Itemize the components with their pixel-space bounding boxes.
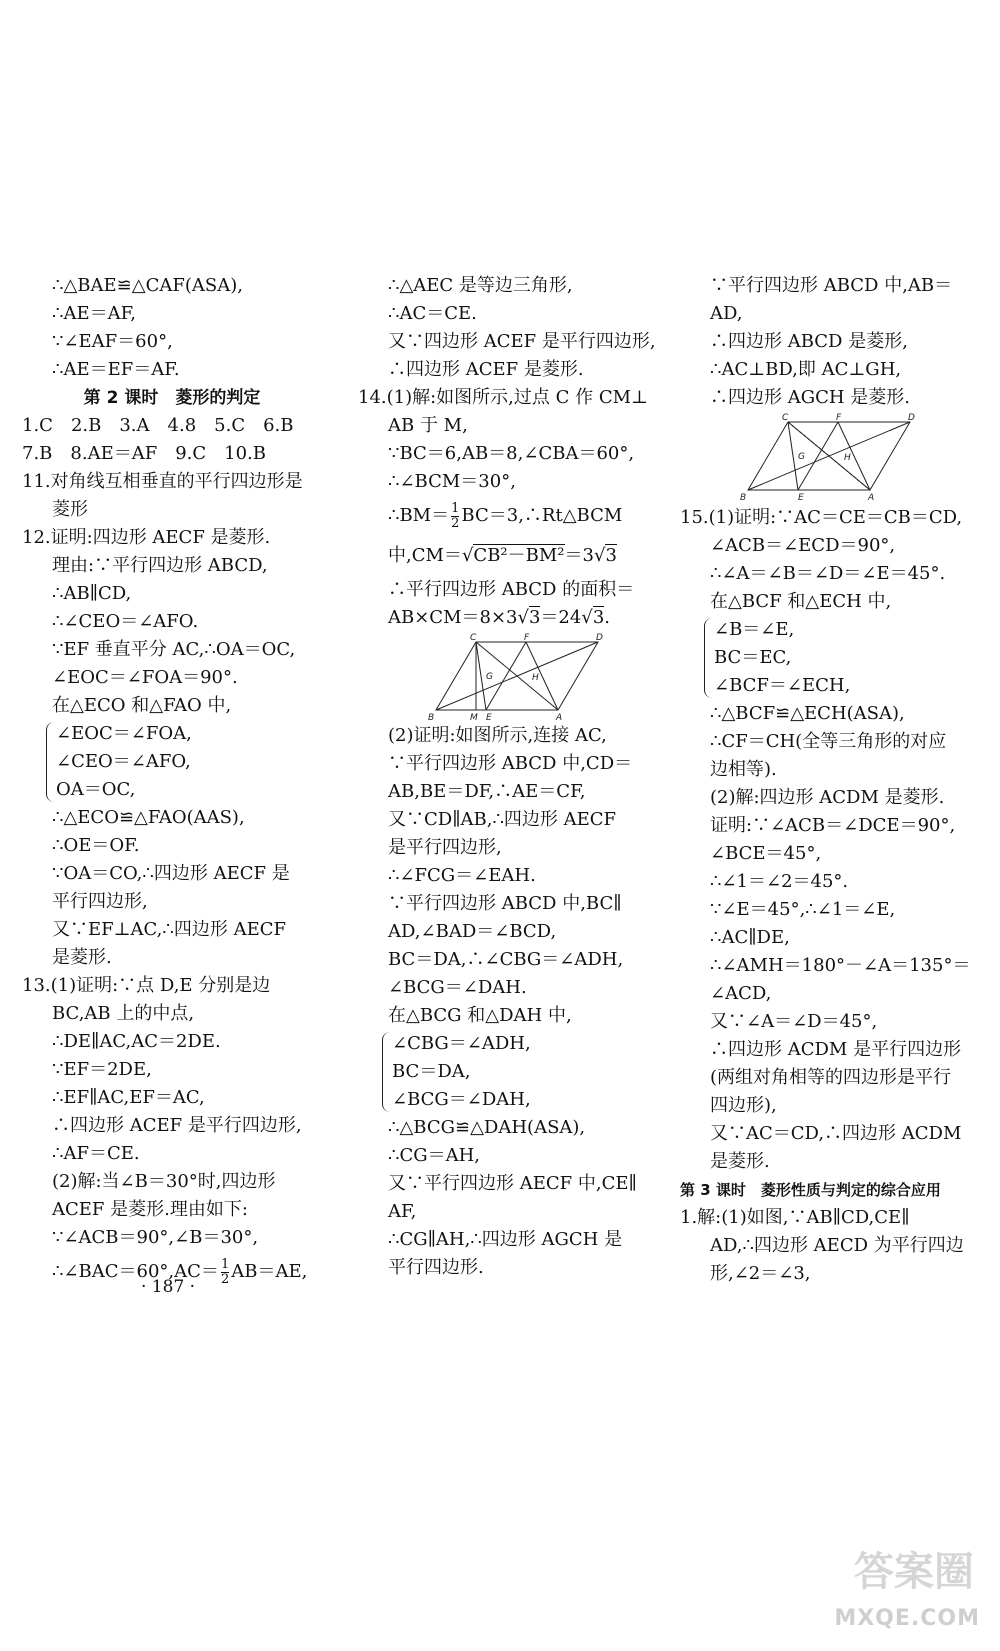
text-line: (2)解:四边形 ACDM 是菱形.	[710, 787, 945, 808]
text-line-sqrt: AB×CM＝8×3√3＝24√3.	[388, 607, 611, 628]
text-line: 理由:∵平行四边形 ABCD,	[52, 555, 268, 576]
text-line: ∴四边形 ABCD 是菱形,	[710, 331, 908, 352]
text-line: ∴∠CEO＝∠AFO.	[52, 611, 199, 632]
label-E: E	[798, 493, 804, 502]
label-C: C	[782, 413, 789, 423]
text-line: ∵∠EAF＝60°,	[52, 331, 173, 352]
sqrt-sign: √	[517, 607, 529, 628]
text-line: ∠EOC＝∠FOA＝90°.	[52, 667, 238, 688]
text-line: BC＝DA,∴∠CBG＝∠ADH,	[388, 949, 624, 970]
text-line: 在△BCG 和△DAH 中,	[388, 1005, 572, 1026]
text-line: ∴四边形 ACEF 是菱形.	[388, 359, 584, 380]
text-line: ∴∠AMH＝180°－∠A＝135°＝	[710, 955, 971, 976]
text-line: 平行四边形.	[388, 1257, 484, 1278]
text-line: ∵EF＝2DE,	[52, 1059, 152, 1080]
sqrt-sign: √	[461, 545, 474, 566]
text-line: ∴CG∥AH,∴四边形 AGCH 是	[388, 1229, 623, 1250]
text-line: ∠BCE＝45°,	[710, 843, 822, 864]
text-line: ∵OA＝CO,∴四边形 AECF 是	[52, 863, 290, 884]
label-A: A	[556, 713, 563, 722]
text-line: 形,∠2＝∠3,	[710, 1263, 811, 1284]
text-line: ∴∠A＝∠B＝∠D＝∠E＝45°.	[710, 563, 946, 584]
sqrt-radicand: 3	[605, 545, 617, 566]
text-segment: BC＝3,∴Rt△BCM	[461, 505, 623, 526]
text-line: ∴△BCF≌△ECH(ASA),	[710, 703, 905, 724]
label-A: A	[868, 493, 875, 502]
label-B: B	[428, 713, 435, 722]
text-line-fraction	[358, 496, 653, 536]
text-line: ∴EF∥AC,EF＝AC,	[52, 1087, 205, 1108]
text-line: 13.(1)证明:∵点 D,E 分别是边	[22, 975, 271, 996]
text-line: ∴∠BCM＝30°,	[388, 471, 516, 492]
text-line: 1.解:(1)如图,∵AB∥CD,CE∥	[680, 1207, 910, 1228]
text-line: ∴△ECO≌△FAO(AAS),	[52, 807, 245, 828]
text-line: ∵EF 垂直平分 AC,∴OA＝OC,	[52, 639, 296, 660]
text-line: AB,BE＝DF,∴AE＝CF,	[388, 781, 586, 802]
text-line: AB 于 M,	[388, 415, 468, 436]
text-line: 15.(1)证明:∵AC＝CE＝CB＝CD,	[680, 507, 963, 528]
label-E: E	[486, 713, 492, 722]
text-line: ∠B＝∠E,	[714, 619, 795, 640]
text-line: ∵∠ACB＝90°,∠B＝30°,	[52, 1227, 259, 1248]
text-segment: AB×CM＝8×3	[388, 607, 518, 628]
text-segment: ＝24	[540, 607, 582, 628]
text-segment: ＝3	[564, 545, 594, 566]
column-right	[680, 272, 980, 1288]
text-line: AD,∴四边形 AECD 为平行四边	[710, 1235, 964, 1256]
text-line: ∴平行四边形 ABCD 的面积＝	[388, 579, 635, 600]
watermark-top-text: 答案圈	[854, 1549, 974, 1595]
parallelogram-figure-1	[358, 632, 653, 722]
text-line: ∴四边形 ACEF 是平行四边形,	[52, 1115, 302, 1136]
text-line: ∠ACB＝∠ECD＝90°,	[710, 535, 896, 556]
text-line: ∴CG＝AH,	[388, 1145, 481, 1166]
text-line: 边相等).	[710, 759, 777, 780]
text-line: BC＝EC,	[714, 647, 792, 668]
text-line: (2)证明:如图所示,连接 AC,	[388, 725, 607, 746]
text-line: ∴AC＝CE.	[388, 303, 477, 324]
label-F: F	[836, 413, 842, 423]
label-D: D	[596, 633, 603, 643]
fraction-numerator: 1	[220, 1256, 230, 1272]
text-segment: AB＝AE,	[231, 1261, 308, 1282]
fraction-denominator: 2	[220, 1271, 230, 1287]
column-middle	[358, 272, 656, 1282]
text-line: ∴四边形 ACDM 是平行四边形	[710, 1039, 962, 1060]
text-line: ∠BCG＝∠DAH,	[392, 1089, 531, 1110]
label-F: F	[524, 633, 530, 643]
fraction	[451, 502, 459, 531]
fraction	[221, 1258, 229, 1287]
text-line: 又∵∠A＝∠D＝45°,	[710, 1011, 878, 1032]
text-line: ∴四边形 AGCH 是菱形.	[710, 387, 911, 408]
label-B: B	[740, 493, 747, 502]
text-segment: ∴BM＝	[388, 505, 450, 526]
column-left	[22, 272, 322, 1292]
text-line: 又∵四边形 ACEF 是平行四边形,	[388, 331, 656, 352]
sqrt-radicand: CB²－BM²	[473, 545, 565, 566]
label-D: D	[908, 413, 915, 423]
text-line: 平行四边形,	[52, 891, 148, 912]
fraction-numerator: 1	[451, 500, 460, 516]
section-heading: 第 2 课时 菱形的判定	[83, 388, 261, 408]
text-line: 菱形	[52, 499, 88, 520]
text-line: 12.证明:四边形 AECF 是菱形.	[22, 527, 271, 548]
text-line: BC＝DA,	[392, 1061, 471, 1082]
text-line: ∴△BCG≌△DAH(ASA),	[388, 1117, 586, 1138]
text-line: ∵∠E＝45°,∴∠1＝∠E,	[710, 899, 896, 920]
text-segment: ∴∠BAC＝60°,AC＝	[52, 1261, 219, 1282]
text-line: ∠CEO＝∠AFO,	[56, 751, 191, 772]
label-H: H	[532, 673, 539, 683]
section-heading: 第 3 课时 菱形性质与判定的综合应用	[680, 1181, 941, 1199]
text-line: ∴AC∥DE,	[710, 927, 790, 948]
label-M: M	[470, 713, 478, 722]
text-line: AD,	[710, 303, 743, 324]
label-H: H	[844, 453, 851, 463]
parallelogram-diagram	[738, 412, 918, 502]
page-number: · 187 ·	[141, 1277, 196, 1297]
text-line: ∴∠FCG＝∠EAH.	[388, 865, 536, 886]
text-line: (两组对角相等的四边形是平行	[710, 1067, 952, 1088]
sqrt-radicand: 3	[528, 607, 541, 628]
brace-group	[22, 720, 322, 804]
label-C: C	[470, 633, 477, 643]
text-line: ∴DE∥AC,AC＝2DE.	[52, 1031, 221, 1052]
text-line: ∴△AEC 是等边三角形,	[388, 275, 573, 296]
text-line: ∴AE＝EF＝AF.	[52, 359, 180, 380]
text-line: ∵平行四边形 ABCD 中,BC∥	[388, 893, 622, 914]
text-line: 又∵平行四边形 AECF 中,CE∥	[388, 1173, 637, 1194]
text-line: ∵平行四边形 ABCD 中,CD＝	[388, 753, 633, 774]
text-line: 又∵AC＝CD,∴四边形 ACDM	[710, 1123, 962, 1144]
watermark-logo	[830, 1536, 980, 1631]
text-line: ∵平行四边形 ABCD 中,AB＝	[710, 275, 953, 296]
text-line: 14.(1)解:如图所示,过点 C 作 CM⊥	[358, 387, 648, 408]
text-line: ACEF 是菱形.理由如下:	[52, 1199, 248, 1220]
sqrt-sign: √	[593, 545, 606, 566]
answer-line: 1.C 2.B 3.A 4.8 5.C 6.B	[22, 415, 294, 436]
label-G: G	[798, 452, 805, 462]
text-line: ∴AB∥CD,	[52, 583, 132, 604]
text-line: ∵BC＝6,AB＝8,∠CBA＝60°,	[388, 443, 635, 464]
text-line: ∴AC⊥BD,即 AC⊥GH,	[710, 359, 902, 380]
text-line: AF,	[388, 1201, 417, 1222]
text-line: 是平行四边形,	[388, 837, 502, 858]
brace-group	[680, 616, 980, 700]
sqrt-radicand: 3	[592, 607, 605, 628]
text-line: 证明:∵∠ACB＝∠DCE＝90°,	[710, 815, 956, 836]
text-line: 又∵CD∥AB,∴四边形 AECF	[388, 809, 617, 830]
text-line: ∠CBG＝∠ADH,	[392, 1033, 531, 1054]
watermark-bottom-text: MXQE.COM	[834, 1606, 980, 1631]
text-line: 又∵EF⊥AC,∴四边形 AECF	[52, 919, 286, 940]
label-G: G	[486, 672, 493, 682]
text-line: 是菱形.	[710, 1151, 770, 1172]
text-line: ∴AF＝CE.	[52, 1143, 140, 1164]
text-line: ∠ACD,	[710, 983, 772, 1004]
text-line: OA＝OC,	[56, 779, 136, 800]
brace-group	[358, 1030, 653, 1114]
text-line: AD,∠BAD＝∠BCD,	[388, 921, 557, 942]
parallelogram-diagram	[426, 632, 606, 722]
fraction-denominator: 2	[451, 515, 460, 531]
text-line: ∴AE＝AF,	[52, 303, 136, 324]
text-line: ∴∠1＝∠2＝45°.	[710, 871, 849, 892]
text-line: ∠EOC＝∠FOA,	[56, 723, 192, 744]
text-line: ∴△BAE≌△CAF(ASA),	[52, 275, 243, 296]
parallelogram-figure-2	[680, 412, 980, 504]
text-line: 四边形),	[710, 1095, 777, 1116]
text-line: 11.对角线互相垂直的平行四边形是	[22, 471, 303, 492]
text-line-sqrt	[358, 536, 653, 576]
text-line: 在△ECO 和△FAO 中,	[52, 695, 232, 716]
sqrt-sign: √	[581, 607, 593, 628]
text-line: 是菱形.	[52, 947, 112, 968]
text-line: ∴CF＝CH(全等三角形的对应	[710, 731, 947, 752]
text-line: (2)解:当∠B＝30°时,四边形	[52, 1171, 276, 1192]
text-line: BC,AB 上的中点,	[52, 1003, 195, 1024]
text-segment: 中,CM＝	[388, 545, 462, 566]
answer-line: 7.B 8.AE＝AF 9.C 10.B	[22, 443, 267, 464]
text-line: ∠BCF＝∠ECH,	[714, 675, 851, 696]
text-line: ∠BCG＝∠DAH.	[388, 977, 527, 998]
text-line: 在△BCF 和△ECH 中,	[710, 591, 892, 612]
text-line: ∴OE＝OF.	[52, 835, 140, 856]
